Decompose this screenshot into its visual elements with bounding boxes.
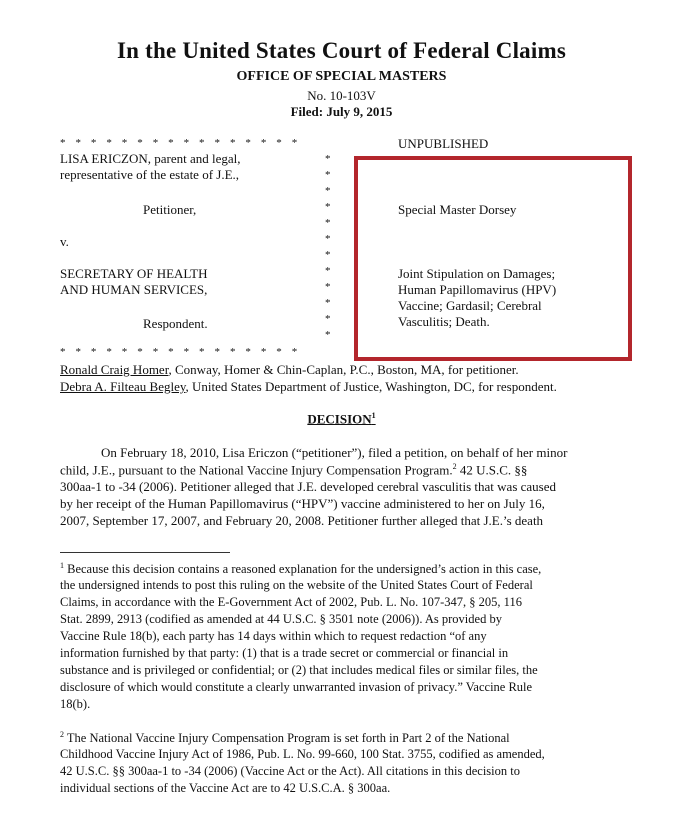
footnote-2-line: 42 U.S.C. §§ 300aa-1 to -34 (2006) (Vaccine Act or the Act). All citations in this decision to	[60, 764, 520, 778]
footnote-text: Because this decision contains a reasoned explanation for the undersigned’s action in this case,	[64, 562, 542, 577]
footnote-mark: 2	[60, 730, 64, 739]
respondent-name-line2: AND HUMAN SERVICES,	[60, 282, 208, 297]
body-line: On February 18, 2010, Lisa Ericzon (“petitioner”), filed a petition, on behalf of her minor	[101, 445, 568, 460]
body-line	[60, 462, 527, 478]
footnote-2-line: Childhood Vaccine Injury Act of 1986, Pub. L. No. 99-660, 100 Stat. 3755, codified as amended,	[60, 747, 545, 761]
decision-heading-text: DECISION	[307, 411, 372, 427]
keyword-line: Joint Stipulation on Damages;	[398, 266, 556, 281]
petitioner-counsel-details: , Conway, Homer & Chin-Caplan, P.C., Boston, MA, for petitioner.	[168, 362, 519, 377]
highlight-box	[354, 156, 632, 361]
respondent-role: Respondent.	[143, 316, 208, 331]
special-master: Special Master Dorsey	[398, 202, 517, 217]
footnote-1-line: Stat. 2899, 2913 (codified as amended at 44 U.S.C. § 3501 note (2006)). As provided by	[60, 612, 502, 626]
footnote-1-line: 18(b).	[60, 697, 91, 711]
filed-date: Filed: July 9, 2015	[290, 104, 393, 119]
caption-star: *	[325, 153, 331, 165]
caption-star: *	[325, 185, 331, 197]
caption-star: *	[325, 249, 331, 261]
caption-star: *	[325, 217, 331, 229]
caption-star: *	[325, 329, 331, 341]
body-line: 2007, September 17, 2007, and February 20, 2008. Petitioner further alleged that J.E.’s death	[60, 513, 544, 528]
body-text: child, J.E., pursuant to the National Vaccine Injury Compensation Program.	[60, 462, 453, 478]
unpublished-label: UNPUBLISHED	[398, 136, 489, 151]
office-heading: OFFICE OF SPECIAL MASTERS	[236, 69, 447, 84]
caption-star-row-top: * * * * * * * * * * * * * * * *	[60, 137, 301, 149]
respondent-counsel-details: , United States Department of Justice, Washington, DC, for respondent.	[185, 379, 557, 394]
footnote-1-line: information furnished by that party: (1) that is a trade secret or commercial or financial in	[60, 646, 509, 660]
footnote-1-line: Claims, in accordance with the E-Government Act of 2002, Pub. L. No. 107-347, § 205, 116	[60, 595, 522, 609]
footnote-1-line: Vaccine Rule 18(b), each party has 14 days within which to request redaction “of any	[60, 629, 487, 643]
petitioner-counsel	[60, 362, 519, 378]
petitioner-name-line1: LISA ERICZON, parent and legal,	[60, 151, 241, 166]
body-line: by her receipt of the Human Papillomavirus (“HPV”) vaccine administered to her on July 16,	[60, 496, 545, 511]
caption-star: *	[325, 313, 331, 325]
decision-heading	[0, 411, 683, 427]
caption-star: *	[325, 265, 331, 277]
caption-star: *	[325, 281, 331, 293]
footnote-1-line: substance and is privileged or confidential; or (2) that includes medical files or similar files, the	[60, 663, 538, 677]
caption-star: *	[325, 201, 331, 213]
footnote-1-line: disclosure of which would constitute a clearly unwarranted invasion of privacy.” Vaccine Rule	[60, 680, 533, 694]
petitioner-counsel-name: Ronald Craig Homer	[60, 362, 169, 377]
petitioner-name-line2: representative of the estate of J.E.,	[60, 167, 240, 182]
petitioner-role: Petitioner,	[143, 202, 197, 217]
respondent-counsel	[60, 379, 557, 395]
body-line: 300aa-1 to -34 (2006). Petitioner alleged that J.E. developed cerebral vasculitis that was caused	[60, 479, 556, 494]
keyword-line: Vaccine; Gardasil; Cerebral	[398, 298, 542, 313]
keyword-line: Vasculitis; Death.	[398, 314, 490, 329]
body-text: 42 U.S.C. §§	[456, 462, 528, 478]
footnote-separator	[60, 552, 230, 553]
caption-star-row-bottom: * * * * * * * * * * * * * * * *	[60, 346, 301, 358]
footnote-1-line: the undersigned intends to post this ruling on the website of the United States Court of Federal	[60, 578, 533, 592]
footnote-1-line	[60, 561, 541, 577]
court-title: In the United States Court of Federal Claims	[117, 38, 566, 63]
docket-number: No. 10-103V	[307, 88, 376, 103]
footnote-ref: 1	[371, 411, 376, 420]
footnote-2-line: individual sections of the Vaccine Act are to 42 U.S.C.A. § 300aa.	[60, 781, 391, 795]
respondent-counsel-name: Debra A. Filteau Begley	[60, 379, 186, 394]
caption-star: *	[325, 169, 331, 181]
caption-star: *	[325, 233, 331, 245]
caption-star: *	[325, 297, 331, 309]
versus-label: v.	[60, 234, 69, 249]
footnote-text: The National Vaccine Injury Compensation Program is set forth in Part 2 of the National	[64, 731, 510, 746]
footnote-mark: 1	[60, 561, 64, 570]
respondent-name-line1: SECRETARY OF HEALTH	[60, 266, 208, 281]
footnote-ref: 2	[452, 462, 457, 471]
keyword-line: Human Papillomavirus (HPV)	[398, 282, 557, 297]
footnote-2-line	[60, 730, 510, 746]
